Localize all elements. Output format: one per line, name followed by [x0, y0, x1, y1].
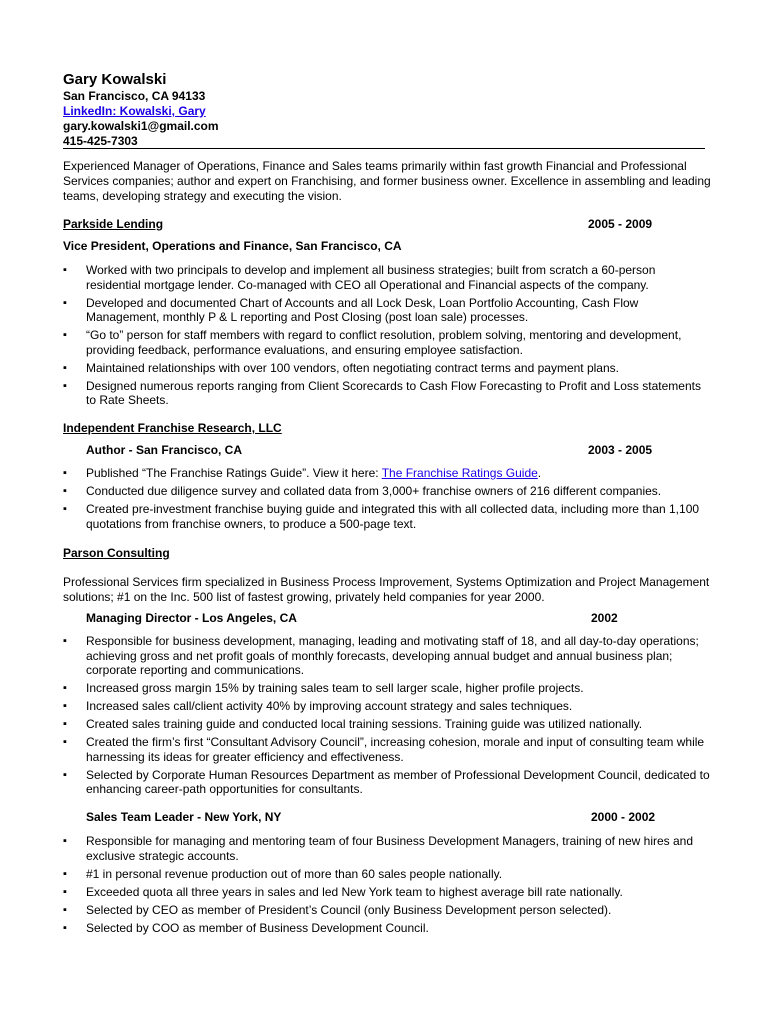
list-item: ▪ Exceeded quota all three years in sales and led New York team to highest average bill rate nationally.	[63, 885, 713, 900]
summary: Experienced Manager of Operations, Finance and Sales teams primarily within fast growth Financial and Professional Services companies; author and expert on Franchising, and former business owner. Excellence in assembling and leading teams, developing strategy and executing the vision.	[63, 159, 711, 203]
list-item: ▪ Increased sales call/client activity 40% by improving account strategy and sales techniques.	[63, 699, 713, 714]
linkedin-link[interactable]: LinkedIn: Kowalski, Gary	[63, 104, 206, 118]
header-divider	[63, 148, 705, 149]
list-item: ▪ Created pre-investment franchise buying guide and integrated this with all collected data, including more than 1,100 quotations from franchise owners, to produce a 500-page text.	[63, 502, 713, 531]
list-item: ▪ Responsible for managing and mentoring team of four Business Development Managers, training of new hires and exclusive strategic accounts.	[63, 834, 713, 863]
list-item: ▪ Selected by COO as member of Business Development Council.	[63, 921, 713, 936]
bullets-ifr	[63, 466, 713, 535]
bullets-sales-team-leader	[63, 834, 713, 939]
dates-ifr: 2003 - 2005	[588, 443, 653, 457]
email: gary.kowalski1@gmail.com	[63, 119, 219, 133]
list-item: ▪ “Go to” person for staff members with regard to conflict resolution, problem solving, mentoring and development, providing feedback, performance evaluations, and ensuring employee satisfaction.	[63, 328, 713, 357]
role-vice-president: Vice President, Operations and Finance, San Francisco, CA	[63, 239, 402, 253]
bullets-parkside	[63, 263, 713, 411]
dates-sales-team-leader: 2000 - 2002	[591, 810, 656, 824]
role-managing-director: Managing Director - Los Angeles, CA	[86, 611, 297, 625]
role-sales-team-leader: Sales Team Leader - New York, NY	[86, 810, 282, 824]
franchise-ratings-guide-link[interactable]: The Franchise Ratings Guide	[381, 466, 538, 480]
parson-description: Professional Services firm specialized in Business Process Improvement, Systems Optimization and Project Management solutions; #1 on the Inc. 500 list of fastest growing, privately held companies for year 2000.	[63, 575, 710, 604]
resume-header	[63, 70, 705, 149]
company-independent-franchise-research: Independent Franchise Research, LLC	[63, 421, 282, 435]
candidate-name: Gary Kowalski	[63, 71, 167, 88]
list-item: ▪ Created the firm’s first “Consultant Advisory Council”, increasing cohesion, morale and input of consulting team while harnessing its ideas for greater efficiency and effectiveness.	[63, 735, 713, 764]
dates-managing-director: 2002	[591, 611, 618, 625]
list-item: ▪ Increased gross margin 15% by training sales team to sell larger scale, higher profile projects.	[63, 681, 713, 696]
list-item: ▪ Selected by CEO as member of President’s Council (only Business Development person selected).	[63, 903, 713, 918]
list-item: ▪ Published “The Franchise Ratings Guide”. View it here: The Franchise Ratings Guide.	[63, 466, 713, 481]
location: San Francisco, CA 94133	[63, 89, 206, 103]
list-item: ▪ Responsible for business development, managing, leading and motivating staff of 18, and all day-to-day operations; achieving gross and net profit goals of monthly forecasts, developing annual budget and annual business plan; corporate reporting and communications.	[63, 634, 713, 678]
list-item: ▪ Developed and documented Chart of Accounts and all Lock Desk, Loan Portfolio Accounting, Cash Flow Management, monthly P & L reporting and Post Closing (post loan sale) processes.	[63, 296, 713, 325]
list-item: ▪ Worked with two principals to develop and implement all business strategies; built from scratch a 60-person residential mortgage lender. Co-managed with CEO all Operational and Financial aspects of the company.	[63, 263, 713, 292]
list-item: ▪ #1 in personal revenue production out of more than 60 sales people nationally.	[63, 867, 713, 882]
dates-parkside: 2005 - 2009	[588, 217, 653, 231]
company-parkside-lending: Parkside Lending	[63, 217, 164, 231]
bullets-managing-director	[63, 634, 713, 800]
list-item: ▪ Conducted due diligence survey and collated data from 3,000+ franchise owners of 216 different companies.	[63, 484, 713, 499]
role-author: Author - San Francisco, CA	[86, 443, 243, 457]
company-parson-consulting: Parson Consulting	[63, 546, 170, 560]
list-item: ▪ Created sales training guide and conducted local training sessions. Training guide was utilized nationally.	[63, 717, 713, 732]
list-item: ▪ Maintained relationships with over 100 vendors, often negotiating contract terms and payment plans.	[63, 361, 713, 376]
list-item: ▪ Selected by Corporate Human Resources Department as member of Professional Development Council, dedicated to enhancing career-path opportunities for consultants.	[63, 768, 713, 797]
list-item: ▪ Designed numerous reports ranging from Client Scorecards to Cash Flow Forecasting to Profit and Loss statements to Rate Sheets.	[63, 379, 713, 408]
phone: 415-425-7303	[63, 134, 138, 148]
